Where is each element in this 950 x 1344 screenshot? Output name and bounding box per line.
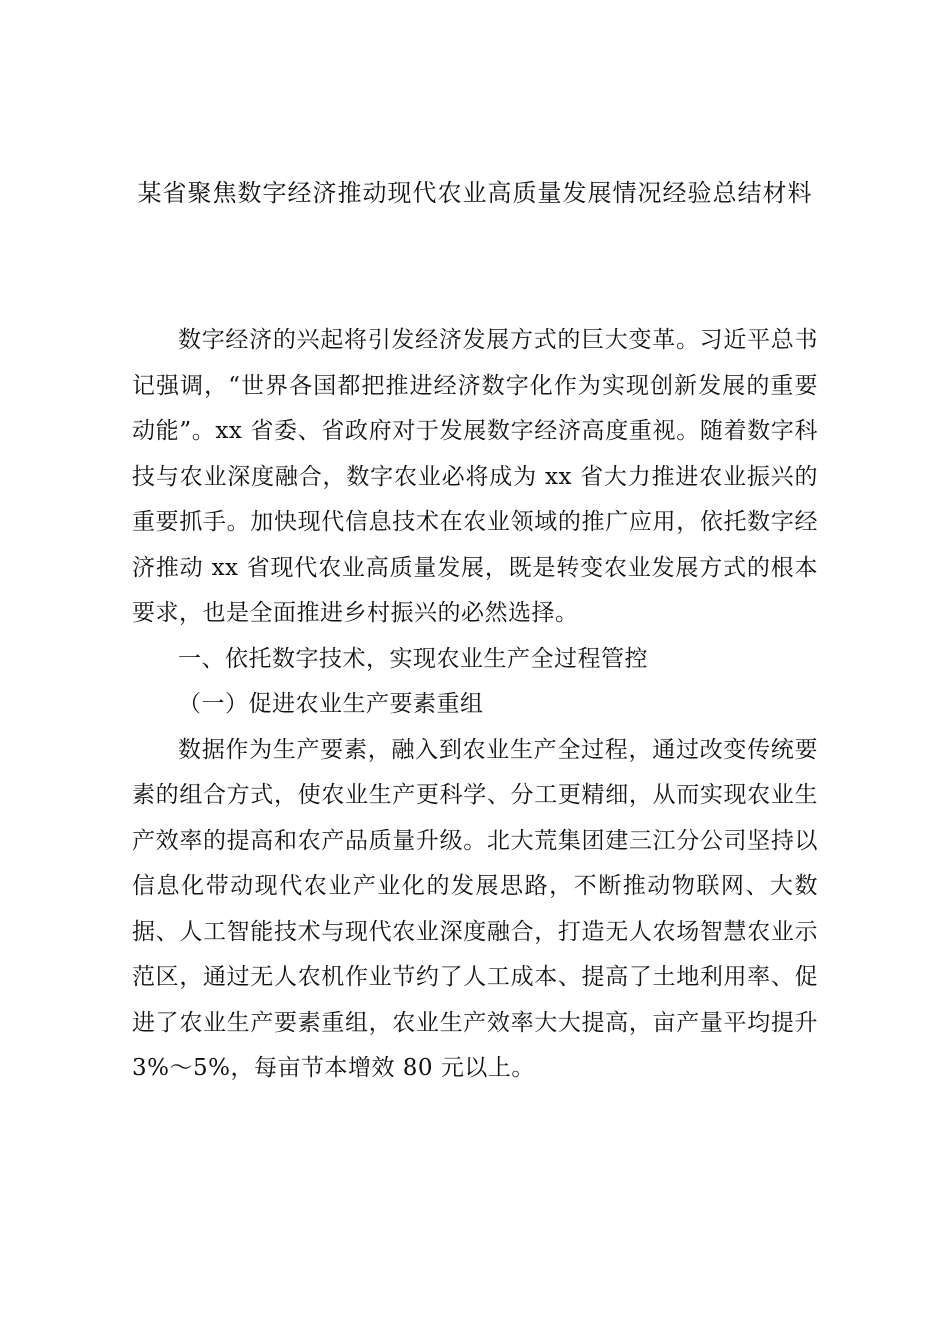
subsection-paragraph: 数据作为生产要素，融入到农业生产全过程，通过改变传统要素的组合方式，使农业生产更科学、分工更精细，从而实现农业生产效率的提高和农产品质量升级。北大荒集团建三江分公司坚持以信息化带动现代农业产业化的发展思路，不断推动物联网、大数据、人工智能技术与现代农业深度融合，打造无人农场智慧农业示范区，通过无人农机作业节约了人工成本、提高了土地利用率、促进了农业生产要素重组，农业生产效率大大提高，亩产量平均提升 3%～5%，每亩节本增效 80 元以上。 (132, 736, 818, 1081)
document-title: 某省聚焦数字经济推动现代农业高质量发展情况经验总结材料 (137, 179, 813, 207)
section-heading: 一、依托数字技术，实现农业生产全过程管控 (178, 645, 648, 672)
intro-paragraph: 数字经济的兴起将引发经济发展方式的巨大变革。习近平总书记强调，“世界各国都把推进经济数字化作为实现创新发展的重要动能”。xx 省委、省政府对于发展数字经济高度重视。随着数字科技与农业深度融合，数字农业必将成为 xx 省大力推进农业振兴的重要抓手。加快现代信息技术在农业领域的推广应用，依托数字经济推动 xx 省现代农业高质量发展，既是转变农业发展方式的根本要求，也是全面推进乡村振兴的必然选择。 (132, 327, 818, 626)
subsection-heading: （一）促进农业生产要素重组 (178, 691, 484, 717)
document-body (132, 318, 818, 1092)
